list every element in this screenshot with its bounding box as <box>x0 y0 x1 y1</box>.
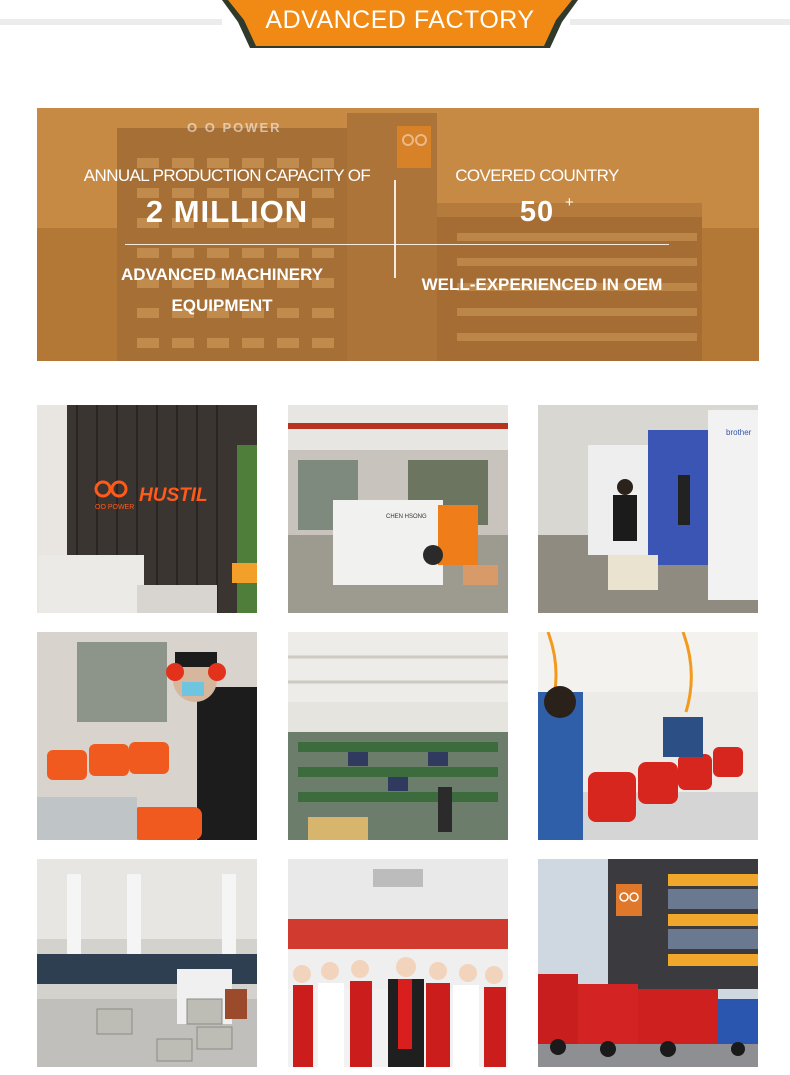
injection-workshop-photo <box>288 405 508 613</box>
building-sign-text: O O POWER <box>187 120 282 135</box>
cnc-workshop-photo <box>538 405 758 613</box>
header-rule-left <box>0 19 222 25</box>
stats-divider-horizontal <box>125 244 669 245</box>
machinery-line-1: ADVANCED MACHINERY <box>120 265 324 284</box>
country-plus-sign: + <box>565 194 574 211</box>
section-title: ADVANCED FACTORY <box>265 6 535 34</box>
country-value: 50 <box>519 196 555 228</box>
worker-assembly-photo <box>37 632 257 840</box>
machine-brand-text: CHEN HSONG <box>386 514 427 520</box>
capacity-value: 2 MILLION <box>145 194 309 229</box>
machinery-label <box>87 259 357 321</box>
section-banner <box>222 0 578 48</box>
assembly-line-photo <box>288 632 508 840</box>
reception-brand-text: HUSTIL <box>139 485 208 506</box>
team-photo <box>288 859 508 1067</box>
reception-logo-text: OO POWER <box>95 504 135 511</box>
country-label: COVERED COUNTRY <box>455 166 619 185</box>
testing-line-photo <box>538 632 758 840</box>
cnc-brand-text: brother <box>726 428 752 437</box>
header-rule-right <box>570 19 790 25</box>
shipping-trucks-photo <box>538 859 758 1067</box>
orange-overlay <box>37 108 759 361</box>
capacity-label: ANNUAL PRODUCTION CAPACITY OF <box>83 166 371 185</box>
oem-label: WELL-EXPERIENCED IN OEM <box>421 275 663 294</box>
reception-photo <box>37 405 257 613</box>
machining-hall-photo <box>37 859 257 1067</box>
machinery-line-2: EQUIPMENT <box>171 296 273 315</box>
stats-divider-vertical <box>394 180 396 278</box>
factory-stats-panel <box>37 108 759 361</box>
